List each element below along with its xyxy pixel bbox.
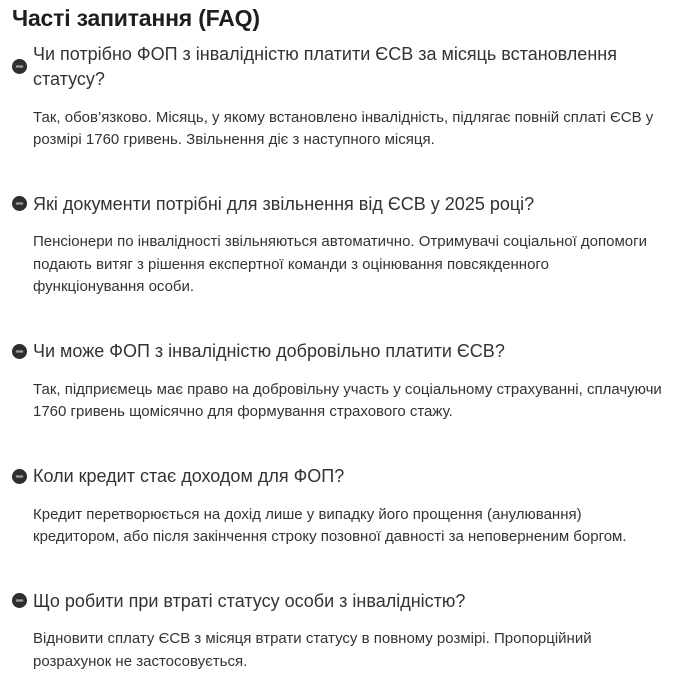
faq-item [12,589,663,673]
minus-circle-icon[interactable] [12,59,27,74]
page-title: Часті запитання (FAQ) [12,5,260,31]
faq-question-toggle[interactable] [12,589,663,614]
faq-item [12,339,663,424]
faq-item [12,42,663,152]
faq-list [12,42,663,673]
faq-answer-text: Так, обов’язково. Місяць, у якому встановлено інвалідність, підлягає повній сплаті ЄСВ у розмірі 1760 гривень. Звільнення діє з наступного місяця. [33,108,654,149]
faq-item [12,464,663,549]
minus-circle-icon[interactable] [12,344,27,359]
faq-answer-text: Відновити сплату ЄСВ з місяця втрати статусу в повному розмірі. Пропорційний розрахунок не застосовується. [33,630,592,670]
faq-question-text: Які документи потрібні для звільнення від ЄСВ у 2025 році? [33,193,535,214]
faq-item [12,192,663,299]
faq-question-text: Коли кредит стає доходом для ФОП? [33,465,345,486]
faq-question-text: Що робити при втраті статусу особи з інвалідністю? [33,590,466,611]
minus-circle-icon[interactable] [12,593,27,608]
faq-question-text: Чи потрібно ФОП з інвалідністю платити ЄСВ за місяць встановлення статусу? [33,43,617,89]
faq-question-toggle[interactable] [12,464,663,489]
faq-question-toggle[interactable] [12,339,663,364]
faq-question-text: Чи може ФОП з інвалідністю добровільно платити ЄСВ? [33,340,505,361]
faq-answer-text: Так, підприємець має право на добровільну участь у соціальному страхуванні, сплачуючи 1760 гривень щомісячно для формування страхового стажу. [33,380,662,421]
faq-question-toggle[interactable] [12,192,663,217]
minus-circle-icon[interactable] [12,196,27,211]
minus-circle-icon[interactable] [12,469,27,484]
faq-answer-text: Кредит перетворюється на дохід лише у випадку його прощення (анулювання) кредитором, або після закінчення строку позовної давності за неповерненим боргом. [33,505,627,546]
faq-question-toggle[interactable] [12,42,663,92]
faq-answer-text: Пенсіонери по інвалідності звільняються автоматично. Отримувачі соціальної допомоги подають витяг з рішення експертної команди з оцінювання повсякденного функціонування особи. [33,233,647,296]
